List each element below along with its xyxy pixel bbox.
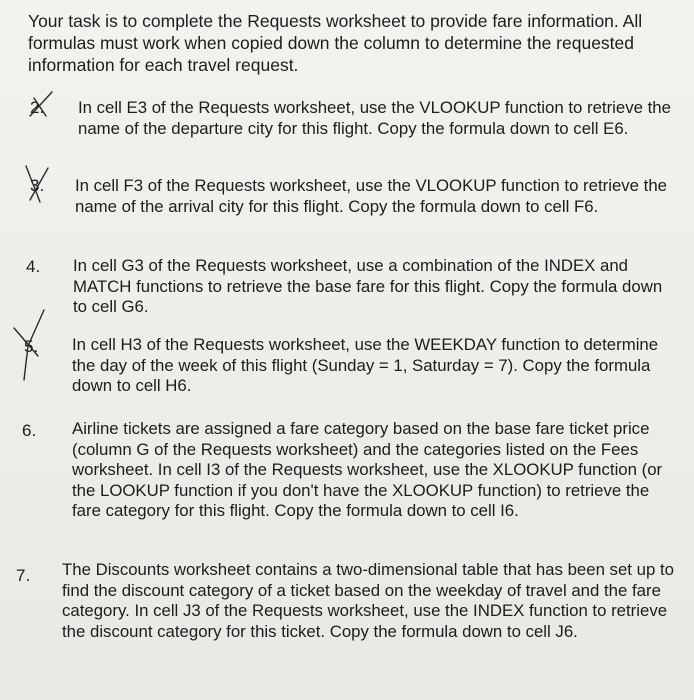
item-5-text: In cell H3 of the Requests worksheet, use the WEEKDAY function to determine the day of the week of this flight (Sunday = 1, Saturday = 7). Copy the formula down to cell H6. [72, 335, 659, 395]
item-3-number: 3. [30, 176, 45, 195]
item-7-number: 7. [16, 566, 31, 585]
item-5-number: 5. [24, 337, 39, 356]
item-4-number: 4. [26, 257, 41, 276]
item-6-number: 6. [22, 421, 37, 440]
check-mark-icon [24, 86, 64, 126]
item-2-text: In cell E3 of the Requests worksheet, use the VLOOKUP function to retrieve the name of the departure city for this flight. Copy the formula down to cell E6. [78, 98, 671, 138]
check-mark-icon [8, 306, 56, 386]
item-3-text: In cell F3 of the Requests worksheet, use the VLOOKUP function to retrieve the name of the arrival city for this flight. Copy the formula down to cell F6. [75, 176, 668, 216]
item-6-text: Airline tickets are assigned a fare category based on the base fare ticket price (column G of the Requests worksheet) and the categories listed on the Fees worksheet. In cell I3 of the Requests worksheet, use the XLOOKUP function (or the LOOKUP function if you don't have the XLOOKUP function) to retrieve the fare category for this flight. Copy the formula down to cell I6. [72, 419, 663, 520]
intro-paragraph: Your task is to complete the Requests worksheet to provide fare information. All formulas must work when copied down the column to determine the requested information for each travel request. [28, 11, 643, 75]
item-7-text: The Discounts worksheet contains a two-dimensional table that has been set up to find the discount category of a ticket based on the weekday of travel and the fare category. In cell J3 of the Requests worksheet, use the INDEX function to retrieve the discount category for this ticket. Copy the formula down to cell J6. [62, 560, 674, 641]
item-4-text: In cell G3 of the Requests worksheet, use a combination of the INDEX and MATCH functions to retrieve the base fare for this flight. Copy the formula down to cell G6. [73, 256, 663, 316]
check-mark-icon [18, 160, 58, 210]
item-2-number: 2. [30, 98, 45, 117]
